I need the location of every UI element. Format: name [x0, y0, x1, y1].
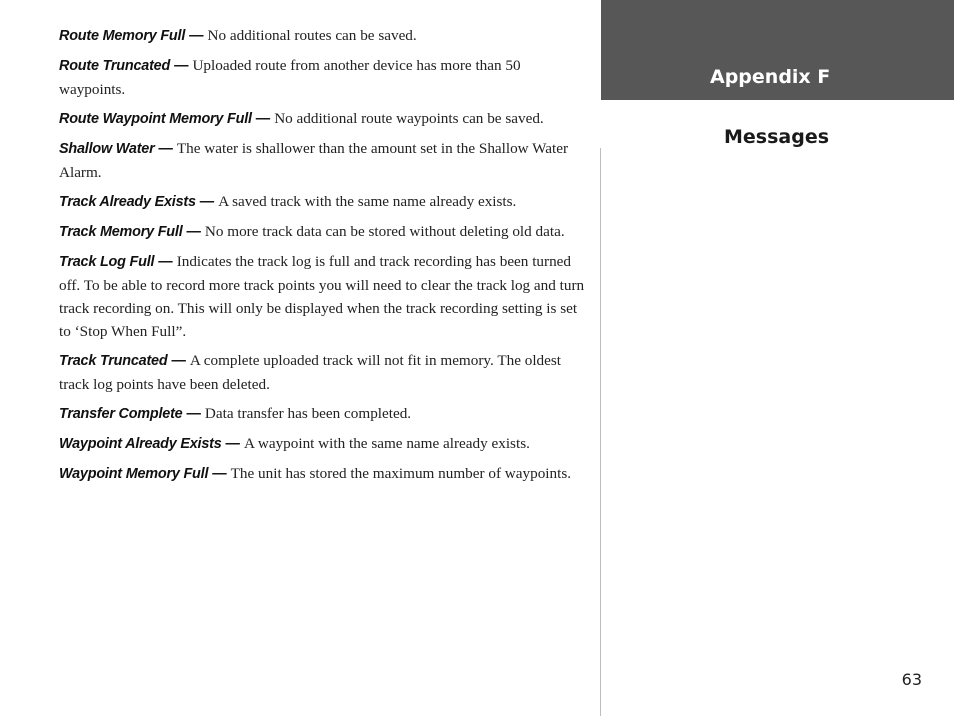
message-entry — [59, 54, 589, 101]
message-description: No more track data can be stored without deleting old data. — [204, 223, 565, 240]
em-dash: — — [182, 406, 205, 422]
message-description: No additional routes can be saved. — [207, 27, 417, 44]
message-term: Waypoint Memory Full — [59, 466, 209, 482]
message-description: A complete uploaded track will not fit in memory. The oldest track log points have been deleted. — [59, 352, 562, 393]
message-entry — [59, 190, 589, 214]
message-term: Route Waypoint Memory Full — [59, 111, 252, 127]
em-dash: — — [195, 194, 219, 210]
message-term: Transfer Complete — [59, 406, 183, 422]
message-term: Route Memory Full — [59, 28, 186, 44]
message-description: The water is shallower than the amount set in the Shallow Water Alarm. — [59, 140, 569, 181]
appendix-title: Appendix F — [710, 66, 831, 88]
message-description: A waypoint with the same name already exists. — [243, 435, 530, 452]
em-dash: — — [154, 254, 177, 270]
em-dash: — — [185, 28, 208, 44]
message-term: Shallow Water — [59, 141, 155, 157]
message-description: A saved track with the same name already exists. — [218, 193, 517, 210]
message-entry — [59, 220, 589, 244]
em-dash: — — [182, 224, 205, 240]
em-dash: — — [208, 466, 231, 482]
em-dash: — — [167, 353, 190, 369]
em-dash: — — [154, 141, 177, 157]
message-entry — [59, 432, 589, 456]
message-term: Track Log Full — [59, 254, 155, 270]
message-description: Indicates the track log is full and track recording has been turned off. To be able to record more track points you will need to clear the track log and turn track recording on. This will only be displayed when the track recording setting is set to ‘Stop When Full”. — [59, 253, 585, 340]
message-term: Route Truncated — [59, 58, 171, 74]
appendix-header-band — [601, 0, 954, 100]
column-divider — [600, 148, 601, 716]
message-entry — [59, 24, 589, 48]
message-entry — [59, 137, 589, 184]
message-description: No additional route waypoints can be saved. — [274, 110, 544, 127]
message-description: The unit has stored the maximum number of waypoints. — [230, 465, 572, 482]
em-dash: — — [251, 111, 275, 127]
message-description: Data transfer has been completed. — [204, 405, 412, 422]
message-term: Waypoint Already Exists — [59, 436, 222, 452]
message-entry — [59, 250, 589, 343]
message-term: Track Already Exists — [59, 194, 196, 210]
message-list — [59, 24, 589, 492]
em-dash: — — [221, 436, 244, 452]
message-entry — [59, 462, 589, 486]
message-description: Uploaded route from another device has more than 50 waypoints. — [59, 57, 521, 98]
message-term: Track Truncated — [59, 353, 168, 369]
message-entry — [59, 107, 589, 131]
message-term: Track Memory Full — [59, 224, 183, 240]
message-entry — [59, 402, 589, 426]
message-entry — [59, 349, 589, 396]
page-number: 63 — [901, 670, 922, 689]
em-dash: — — [170, 58, 193, 74]
section-title: Messages — [724, 126, 830, 148]
